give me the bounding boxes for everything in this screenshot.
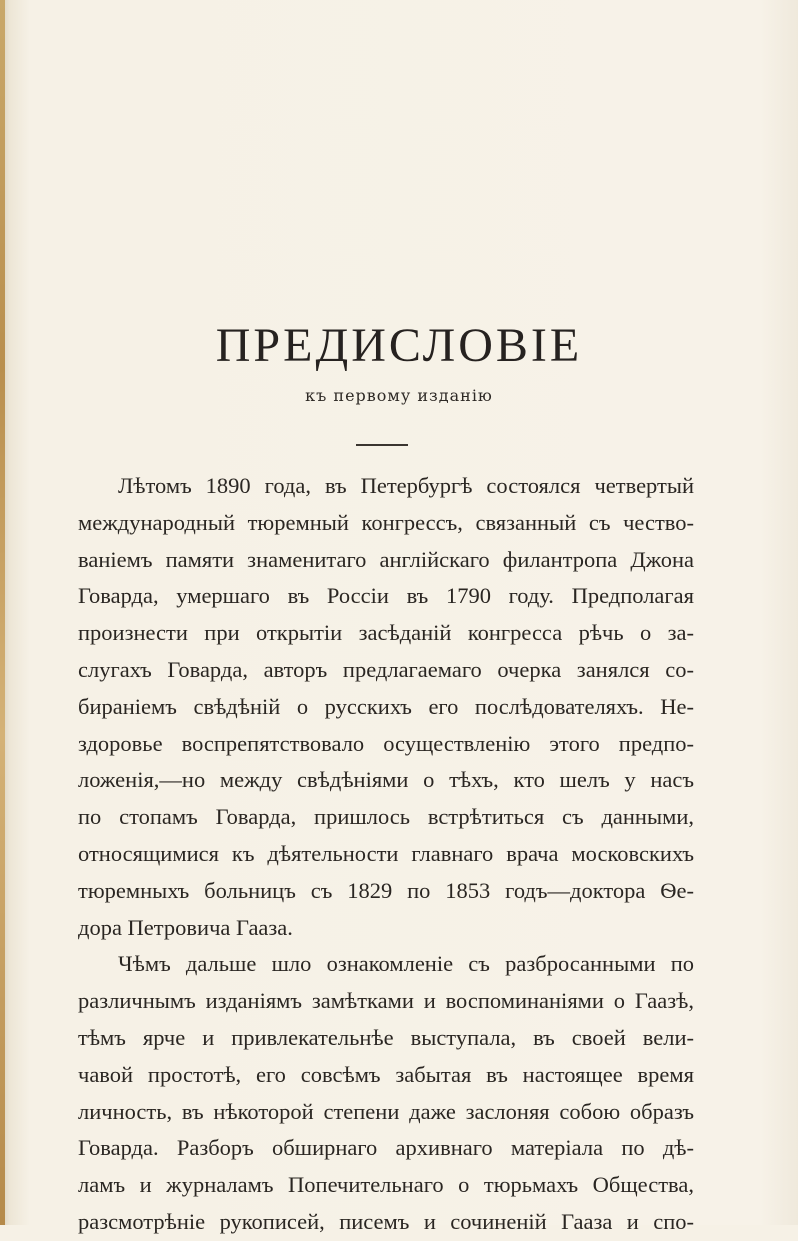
text-line: Чѣмъ дальше шло ознакомленіе съ разбросанными по: [118, 951, 694, 977]
text-line: дора Петровича Гааза.: [78, 914, 293, 940]
text-line: тѣмъ ярче и привлекательнѣе выступала, въ своей вели-: [78, 1024, 694, 1050]
text-line: тюремныхъ больницъ съ 1829 по 1853 годъ—доктора Ѳе-: [78, 877, 694, 903]
text-line: ламъ и журналамъ Попечительнаго о тюрьмахъ Общества,: [78, 1172, 694, 1198]
text-line: различнымъ изданіямъ замѣтками и воспоминаніями о Гаазѣ,: [78, 988, 694, 1014]
book-spine-edge: [0, 0, 5, 1225]
text-line: чавой простотѣ, его совсѣмъ забытая въ настоящее время: [78, 1061, 694, 1087]
text-line: личность, въ нѣкоторой степени даже заслоняя собою образъ: [78, 1098, 694, 1124]
text-line: Говарда. Разборъ обширнаго архивнаго матеріала по дѣ-: [78, 1135, 694, 1161]
title-divider: [356, 444, 408, 446]
text-line: бираніемъ свѣдѣній о русскихъ его послѣдователяхъ. Не-: [78, 693, 694, 719]
text-line: Лѣтомъ 1890 года, въ Петербургѣ состоялся четвертый: [118, 473, 694, 498]
preface-text: [78, 468, 694, 1241]
page-title: ПРЕДИСЛОВІЕ: [215, 319, 583, 372]
text-line: международный тюремный конгрессъ, связанный съ чество-: [78, 509, 694, 535]
text-line: слугахъ Говарда, авторъ предлагаемаго очерка занялся со-: [78, 656, 694, 682]
text-line: произнести при открытіи засѣданій конгресса рѣчь о за-: [78, 620, 694, 646]
text-line: здоровье воспрепятствовало осуществленію этого предпо-: [78, 730, 694, 756]
text-line: ложенія,—но между свѣдѣніями о тѣхъ, кто шелъ у насъ: [78, 767, 694, 793]
text-line: разсмотрѣніе рукописей, писемъ и сочиненій Гааза и спо-: [78, 1208, 694, 1234]
text-line: ваніемъ памяти знаменитаго англійскаго филантропа Джона: [78, 546, 694, 572]
page-subtitle: къ первому изданію: [305, 386, 493, 405]
text-line: по стопамъ Говарда, пришлось встрѣтиться съ данными,: [78, 804, 694, 830]
text-line: относящимися къ дѣятельности главнаго врача московскихъ: [78, 840, 694, 866]
text-line: Говарда, умершаго въ Россіи въ 1790 году. Предполагая: [78, 583, 694, 609]
